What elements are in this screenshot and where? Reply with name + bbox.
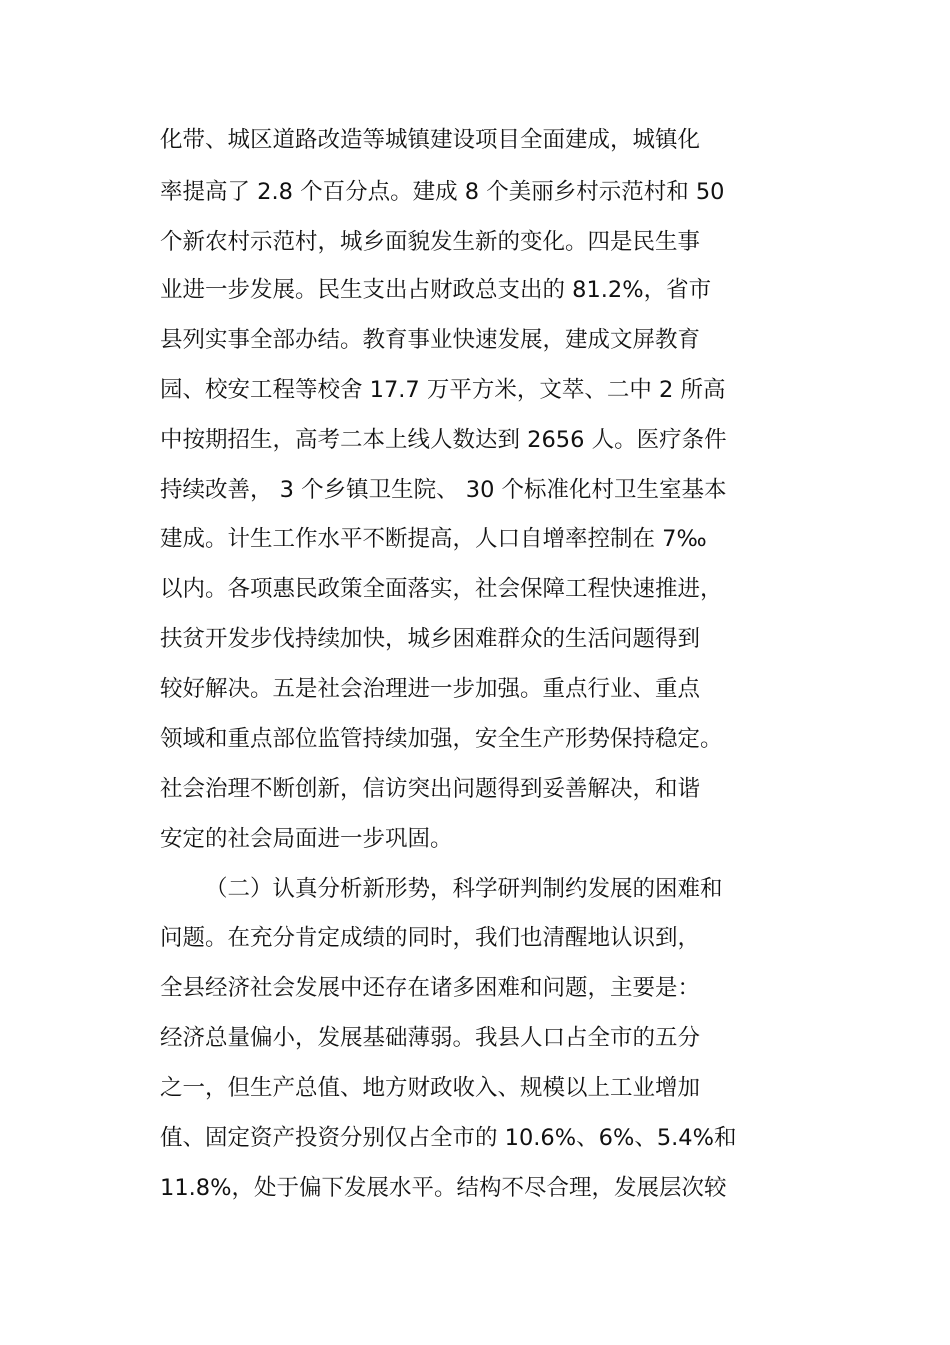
text-line: 中按期招生，高考二本上线人数达到 2656 人。医疗条件 <box>160 427 727 453</box>
text-line: 11.8%，处于偏下发展水平。结构不尽合理，发展层次较 <box>160 1175 727 1201</box>
text-line: 园、校安工程等校舍 17.7 万平方米，文萃、二中 2 所高 <box>160 377 726 403</box>
text-line: 以内。各项惠民政策全面落实，社会保障工程快速推进， <box>160 576 723 602</box>
text-line: 值、固定资产投资分别仅占全市的 10.6%、6%、5.4%和 <box>160 1125 737 1151</box>
text-line: 业进一步发展。民生支出占财政总支出的 81.2%，省市 <box>160 277 712 303</box>
text-line: 领域和重点部位监管持续加强，安全生产形势保持稳定。 <box>160 726 723 752</box>
text-line: 建成。计生工作水平不断提高，人口自增率控制在 7‰ <box>160 526 707 552</box>
text-line: 经济总量偏小，发展基础薄弱。我县人口占全市的五分 <box>160 1025 701 1051</box>
text-line: 化带、城区道路改造等城镇建设项目全面建成，城镇化 <box>160 127 701 153</box>
text-line: 较好解决。五是社会治理进一步加强。重点行业、重点 <box>160 676 701 702</box>
text-line: 安定的社会局面进一步巩固。 <box>160 826 453 852</box>
section-heading-line: （二）认真分析新形势，科学研判制约发展的困难和 <box>205 876 723 902</box>
text-line: 个新农村示范村，城乡面貌发生新的变化。四是民生事 <box>160 229 701 255</box>
text-line: 率提高了 2.8 个百分点。建成 8 个美丽乡村示范村和 50 <box>160 179 725 205</box>
text-line: 之一，但生产总值、地方财政收入、规模以上工业增加 <box>160 1075 701 1101</box>
text-line: 全县经济社会发展中还存在诸多困难和问题，主要是： <box>160 975 701 1001</box>
text-line: 持续改善， 3 个乡镇卫生院、 30 个标准化村卫生室基本 <box>160 477 727 503</box>
text-line: 社会治理不断创新，信访突出问题得到妥善解决，和谐 <box>160 776 701 802</box>
text-line: 问题。在充分肯定成绩的同时，我们也清醒地认识到， <box>160 925 701 951</box>
text-line: 县列实事全部办结。教育事业快速发展，建成文屏教育 <box>160 327 701 353</box>
text-line: 扶贫开发步伐持续加快，城乡困难群众的生活问题得到 <box>160 626 701 652</box>
